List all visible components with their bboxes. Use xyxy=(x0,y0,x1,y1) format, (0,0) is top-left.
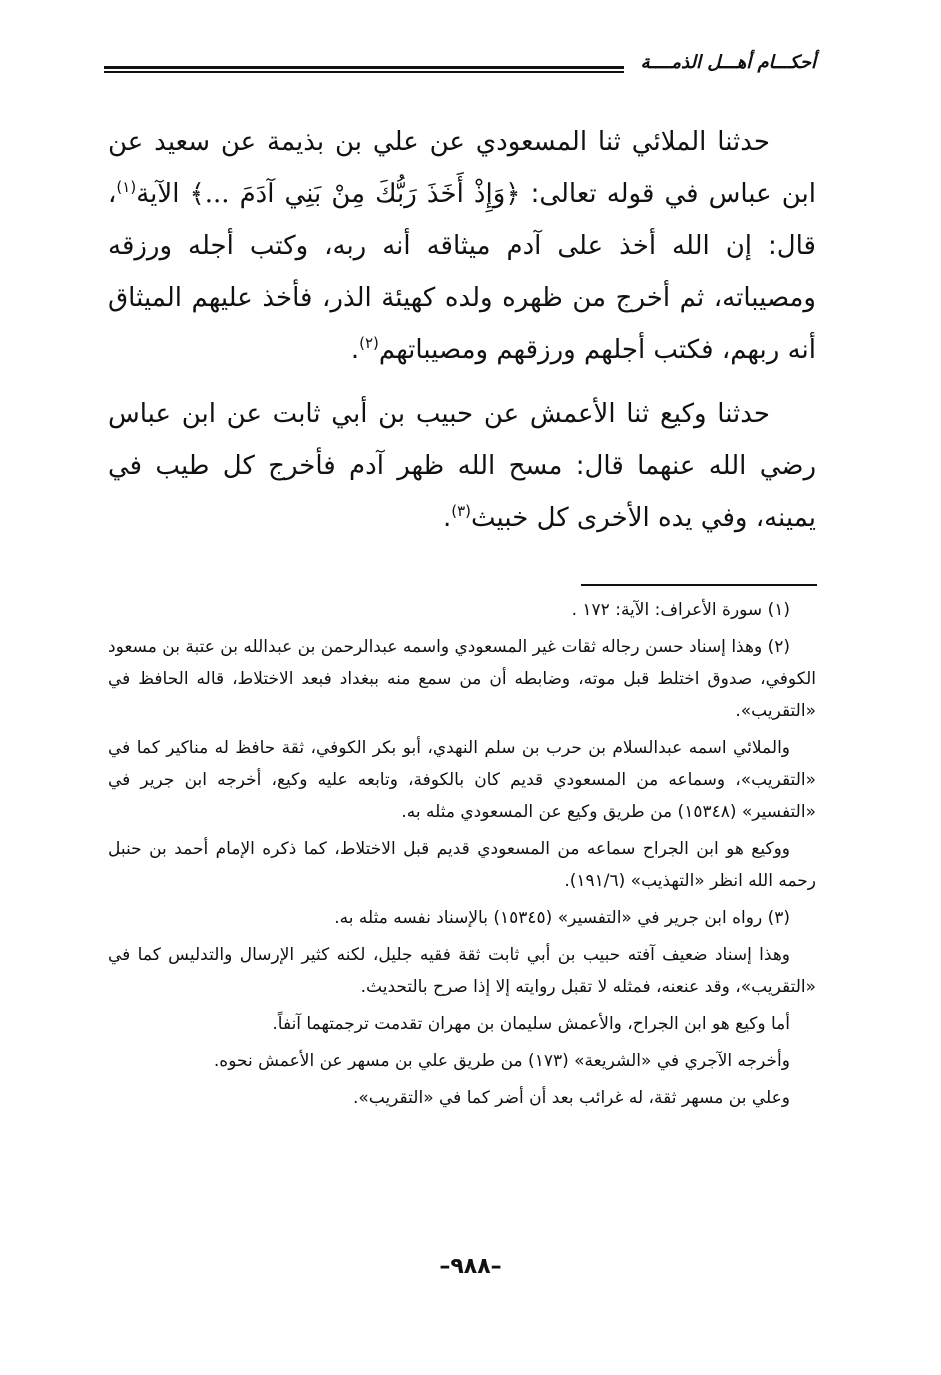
paragraph-1-part-a: حدثنا الملائي ثنا المسعودي عن علي بن بذيمة عن سعيد عن ابن عباس في قوله تعالى: xyxy=(108,127,816,209)
paragraph-1-part-c: ، قال: إن الله أخذ على آدم ميثاقه أنه ربه، وكتب أجله ورزقه ومصيباته، ثم أخرج من ظهره ولده كهيئة الذر، فأخذ عليهم الميثاق أنه ربهم، فكتب أجلهم ورزقهم ومصيباتهم xyxy=(108,179,816,365)
footnote-2-continued: ووكيع هو ابن الجراح سماعه من المسعودي قديم قبل الاختلاط، كما ذكره الإمام أحمد بن حنبل رحمه الله انظر «التهذيب» (١٩١/٦). xyxy=(108,839,816,891)
header-rule xyxy=(104,66,624,73)
footnote-1: (١) سورة الأعراف: الآية: ١٧٢ . xyxy=(571,600,790,620)
paragraph-2 xyxy=(108,388,816,544)
paragraph-1-end: . xyxy=(350,335,360,365)
paragraph-1 xyxy=(108,116,816,376)
footnote-3: (٣) رواه ابن جرير في «التفسير» (١٥٣٤٥) بالإسناد نفسه مثله به. xyxy=(334,908,790,928)
footnote-ref-1: (١) xyxy=(116,178,137,196)
footnote-ref-2: (٢) xyxy=(359,334,379,352)
footnote-2-continued: والملائي اسمه عبدالسلام بن حرب بن سلم النهدي، أبو بكر الكوفي، ثقة حافظ له مناكير كما في «التقريب»، وسماعه من المسعودي قديم كان بالكوفة، وتابعه عليه وكيع، أخرجه ابن جرير في «التفسير» (١٥٣٤٨) من طريق وكيع عن المسعودي مثله به. xyxy=(108,738,816,822)
footnotes xyxy=(108,594,816,1119)
paragraph-2-end: . xyxy=(442,503,452,533)
footnote-divider xyxy=(581,584,817,586)
quran-verse: ﴿وَإِذْ أَخَذَ رَبُّكَ مِنْ بَنِي آدَمَ ...﴾ xyxy=(189,179,521,209)
footnote-3-continued: وهذا إسناد ضعيف آفته حبيب بن أبي ثابت ثقة فقيه جليل، لكنه كثير الإرسال والتدليس كما في «التقريب»، وقد عنعنه، فمثله لا تقبل روايته إلا إذا صرح بالتحديث. xyxy=(108,945,816,997)
paragraph-1-part-b: الآية xyxy=(136,179,190,209)
page-number: –٩٨٨– xyxy=(439,1254,502,1279)
paragraph-2-text: حدثنا وكيع ثنا الأعمش عن حبيب بن أبي ثابت عن ابن عباس رضي الله عنهما قال: مسح الله ظهر آدم فأخرج كل طيب في يمينه، وفي يده الأخرى كل خبيث xyxy=(108,399,816,533)
page-header xyxy=(104,50,816,80)
main-text xyxy=(108,116,816,556)
footnote-3-continued: أما وكيع هو ابن الجراح، والأعمش سليمان بن مهران تقدمت ترجمتهما آنفاً. xyxy=(272,1014,790,1034)
footnote-ref-3: (٣) xyxy=(451,502,472,520)
footnote-3-continued: وأخرجه الآجري في «الشريعة» (١٧٣) من طريق علي بن مسهر عن الأعمش نحوه. xyxy=(213,1051,790,1071)
footnote-3-continued: وعلي بن مسهر ثقة، له غرائب بعد أن أضر كما في «التقريب». xyxy=(352,1088,790,1108)
footnote-2: (٢) وهذا إسناد حسن رجاله ثقات غير المسعودي واسمه عبدالرحمن بن عبدالله بن عتبة بن مسعود الكوفي، صدوق اختلط قبل موته، وضابطه أن من سمع منه ببغداد فبعد الاختلاط، قاله الحافظ في «التقريب». xyxy=(108,637,816,721)
running-title: أحكـــام أهـــل الذمــــة xyxy=(635,50,816,76)
